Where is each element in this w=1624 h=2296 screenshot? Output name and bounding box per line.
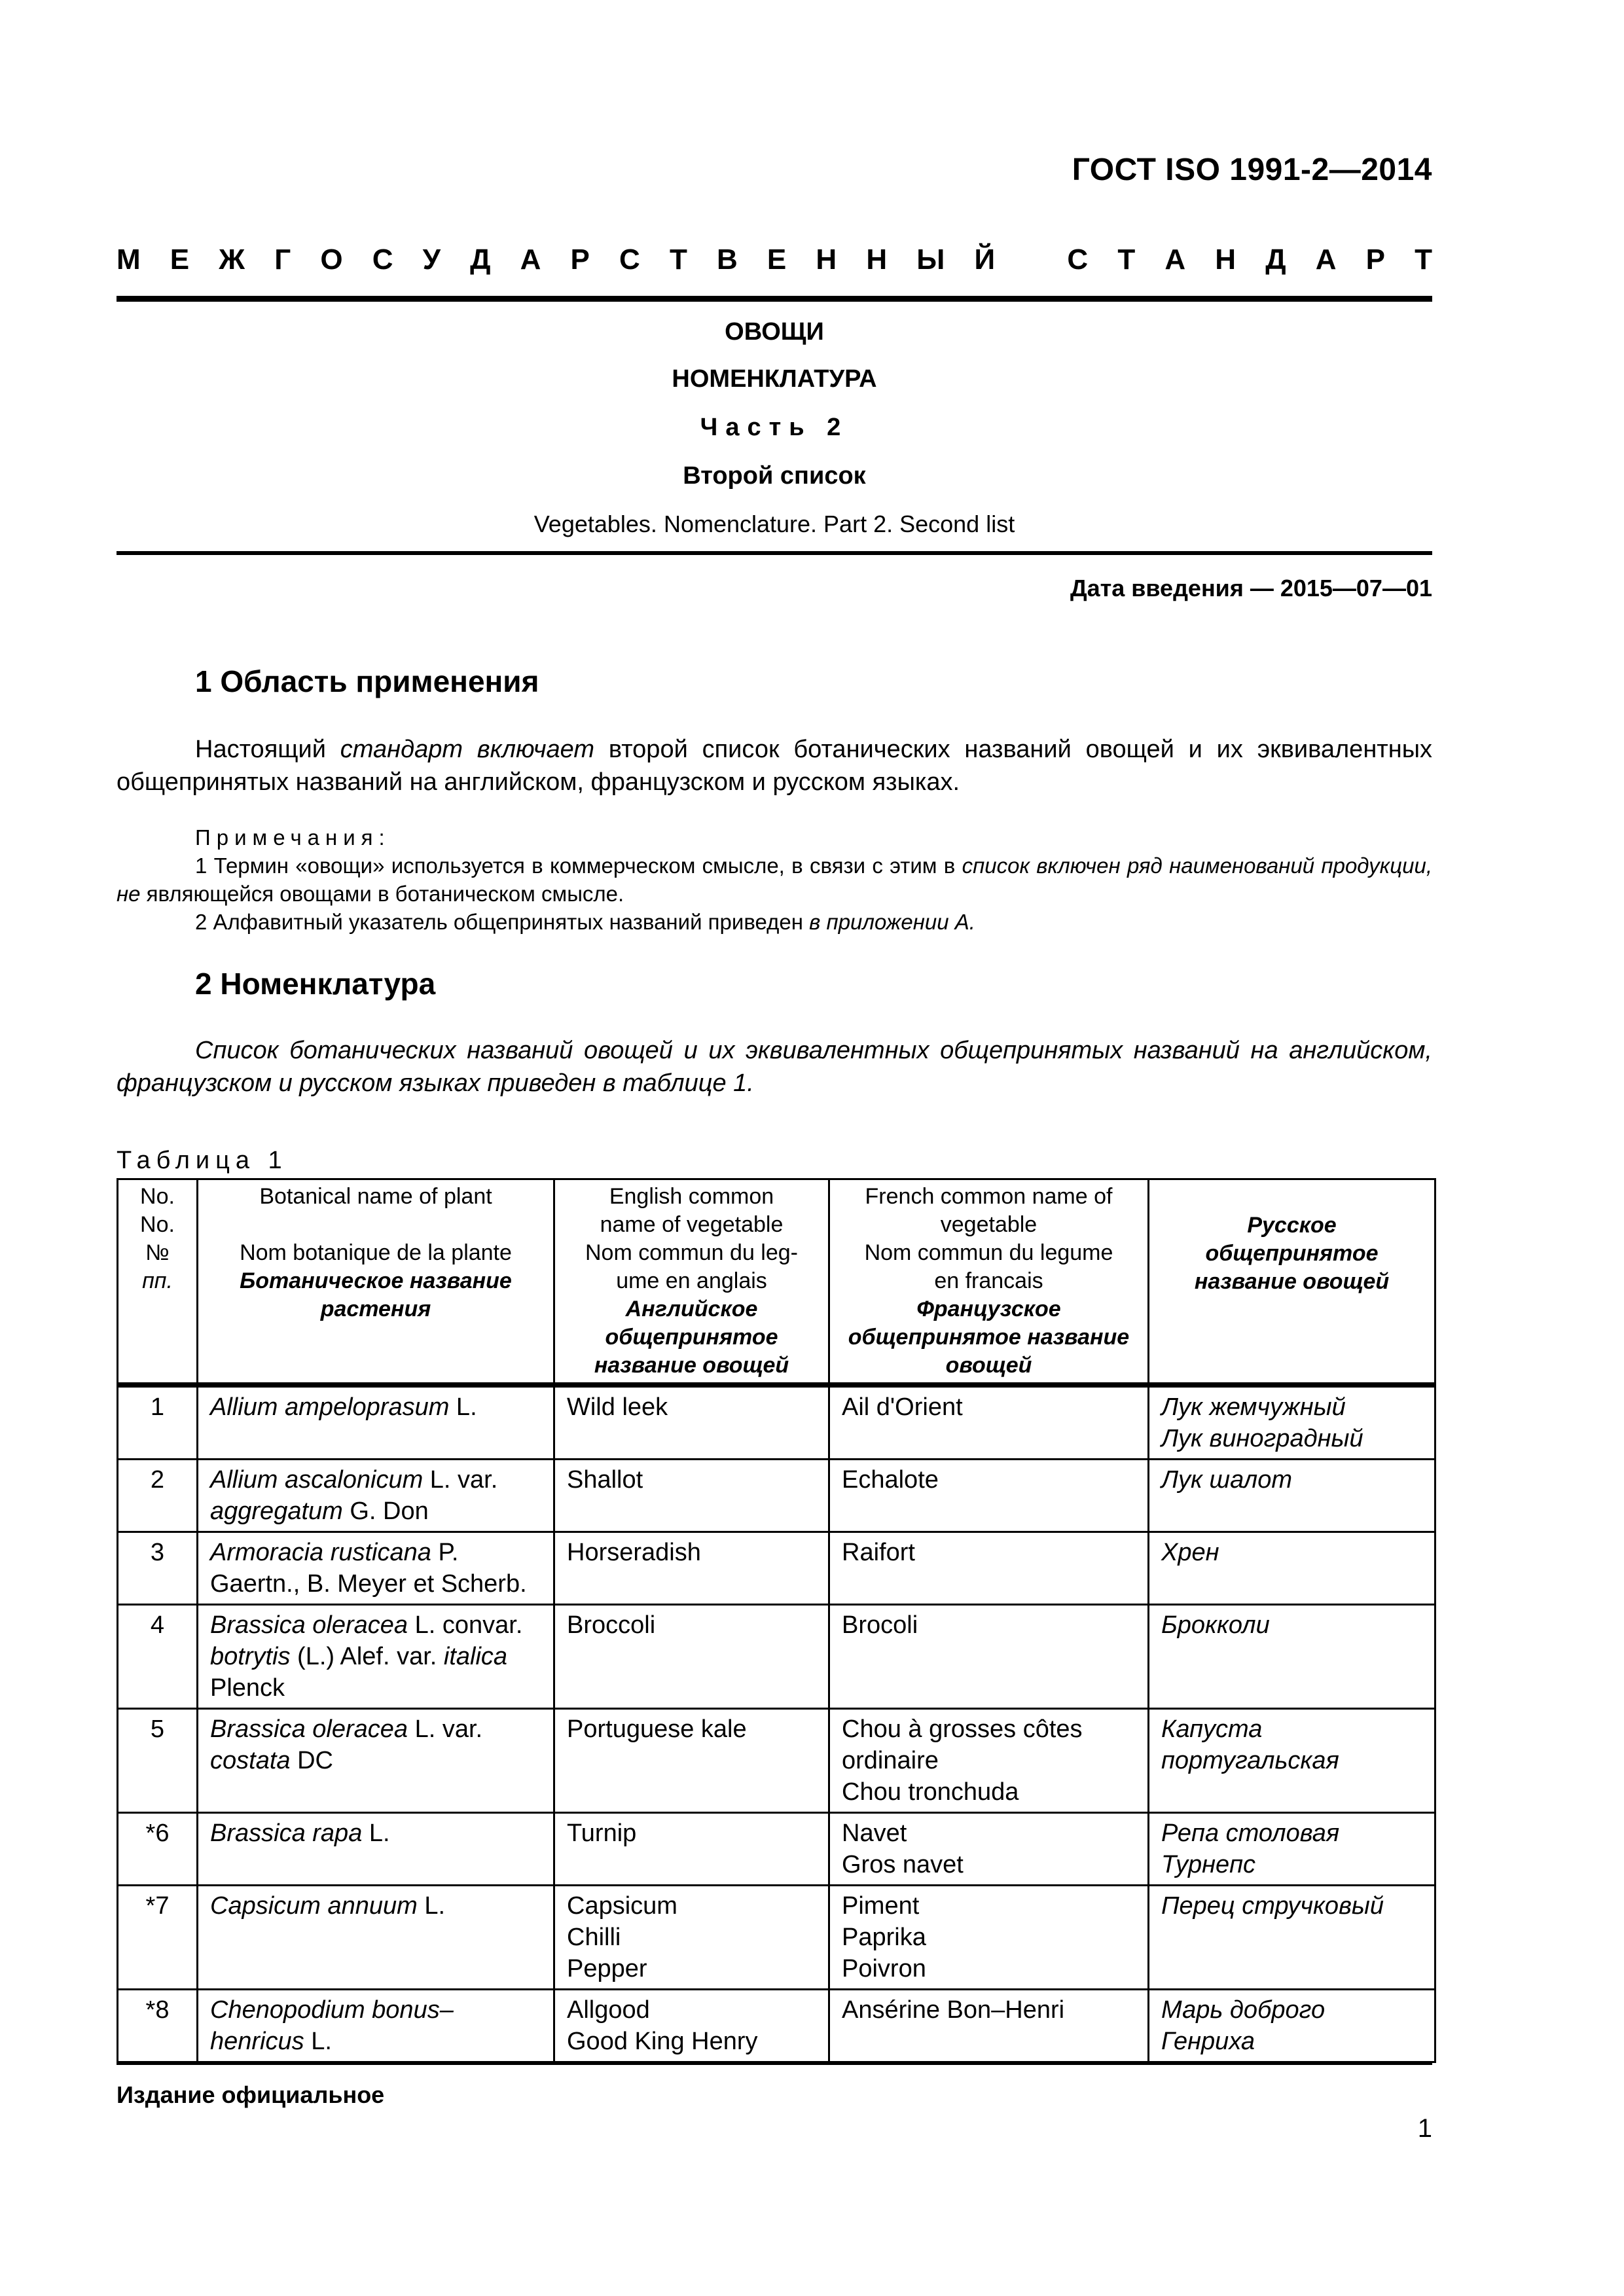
banner-letter: Е — [170, 243, 190, 276]
name-line: Horseradish — [567, 1539, 701, 1566]
row-number: *7 — [118, 1886, 198, 1990]
banner-letter: О — [320, 243, 343, 276]
botanical-name-cell — [198, 1886, 554, 1990]
botanical-name-italic: Brassica oleracea — [210, 1611, 408, 1639]
name-line: Ail d'Orient — [842, 1393, 963, 1421]
botanical-name-cell — [198, 1385, 554, 1460]
russian-name-cell — [1149, 1813, 1435, 1886]
botanical-name-text: (L.) Alef. var. — [290, 1643, 444, 1670]
banner-letter: С — [619, 243, 640, 276]
botanical-name-cell — [198, 1813, 554, 1886]
table-row — [118, 1460, 1435, 1532]
french-name-cell — [829, 1886, 1149, 1990]
notes-label: Примечания: — [195, 825, 391, 850]
english-name-cell — [554, 1709, 829, 1813]
section-1-paragraph: Настоящий стандарт включает второй список ботанических названий овощей и их эквивалентных общепринятых названий на английском, французском и русском языках. — [117, 736, 1433, 796]
title-rule — [117, 551, 1432, 555]
name-line: Турнепс — [1161, 1851, 1256, 1878]
standard-code: ГОСТ ISO 1991-2—2014 — [1072, 152, 1432, 187]
name-line: Перец стручковый — [1161, 1892, 1384, 1920]
botanical-name-cell — [198, 1460, 554, 1532]
banner-letter: А — [1164, 243, 1186, 276]
botanical-name-text: G. Don — [342, 1498, 429, 1525]
botanical-name-italic: botrytis — [210, 1643, 291, 1670]
name-line: Марь доброго Генриха — [1161, 1996, 1326, 2055]
table-caption: Таблица 1 — [117, 1147, 288, 1174]
table-row — [118, 1532, 1435, 1605]
header-botanical-name: Botanical name of plant Nom botanique de la plante Ботаническое название растения — [198, 1179, 554, 1386]
table-row — [118, 1385, 1435, 1460]
russian-name-cell — [1149, 1886, 1435, 1990]
header-english-name: English common name of vegetable Nom commun du leg- ume en anglais Английское общепринятое название овощей — [554, 1179, 829, 1386]
name-line: Gros navet — [842, 1851, 964, 1878]
botanical-name-cell — [198, 1990, 554, 2062]
banner-letter: Ж — [219, 243, 245, 276]
botanical-name-text: DC — [290, 1747, 333, 1774]
name-line: Shallot — [567, 1466, 643, 1494]
table-row — [118, 1990, 1435, 2062]
name-line: Broccoli — [567, 1611, 656, 1639]
botanical-name-italic: italica — [443, 1643, 508, 1670]
row-number: 3 — [118, 1532, 198, 1605]
banner-letter: Т — [1415, 243, 1432, 276]
banner-letter: С — [372, 243, 393, 276]
name-line: Poivron — [842, 1955, 926, 1982]
russian-name-cell — [1149, 1532, 1435, 1605]
interstate-standard-banner — [117, 243, 1432, 276]
header-rule — [117, 296, 1432, 302]
english-name-cell — [554, 1385, 829, 1460]
french-name-cell — [829, 1532, 1149, 1605]
name-line: Paprika — [842, 1924, 926, 1951]
row-number: 5 — [118, 1709, 198, 1813]
banner-letter: Н — [866, 243, 888, 276]
row-number: *8 — [118, 1990, 198, 2062]
name-line: Portuguese kale — [567, 1715, 747, 1743]
name-line: Wild leek — [567, 1393, 668, 1421]
english-name-cell — [554, 1813, 829, 1886]
banner-letter — [1024, 243, 1038, 276]
introduction-date: Дата введения — 2015—07—01 — [1070, 575, 1432, 601]
botanical-name-italic: Capsicum annuum — [210, 1892, 418, 1920]
botanical-name-italic: aggregatum — [210, 1498, 343, 1525]
name-line: Капуста португальская — [1161, 1715, 1339, 1774]
botanical-name-cell — [198, 1709, 554, 1813]
botanical-name-text: L. convar. — [408, 1611, 523, 1639]
banner-letter: М — [117, 243, 141, 276]
botanical-name-italic: Brassica oleracea — [210, 1715, 408, 1743]
banner-letter: Ы — [916, 243, 945, 276]
banner-letter: А — [520, 243, 541, 276]
french-name-cell — [829, 1605, 1149, 1709]
name-line: Echalote — [842, 1466, 939, 1494]
botanical-name-text: L. — [449, 1393, 477, 1421]
title-vegetables: ОВОЩИ — [725, 318, 824, 346]
name-line: Allgood — [567, 1996, 650, 2024]
french-name-cell — [829, 1709, 1149, 1813]
name-line: Лук жемчужный — [1161, 1393, 1346, 1421]
title-nomenclature: НОМЕНКЛАТУРА — [672, 365, 877, 393]
banner-letter: Й — [974, 243, 996, 276]
title-part: Часть 2 — [700, 414, 849, 441]
botanical-name-cell — [198, 1605, 554, 1709]
russian-name-cell — [1149, 1460, 1435, 1532]
russian-name-cell — [1149, 1990, 1435, 2062]
name-line: Turnip — [567, 1820, 637, 1847]
french-name-cell — [829, 1460, 1149, 1532]
english-name-cell — [554, 1886, 829, 1990]
row-number: 4 — [118, 1605, 198, 1709]
banner-letter: Н — [1215, 243, 1236, 276]
botanical-name-italic: Armoracia rusticana — [210, 1539, 431, 1566]
note-1: 1 Термин «овощи» используется в коммерческом смысле, в связи с этим в список включен ряд наименований продукции, не являющейся овощами в ботаническом смысле. — [117, 853, 1432, 906]
banner-letter: Д — [1265, 243, 1286, 276]
botanical-name-text: L. — [362, 1820, 390, 1847]
name-line: Raifort — [842, 1539, 915, 1566]
english-name-cell — [554, 1605, 829, 1709]
banner-letter: Т — [1117, 243, 1136, 276]
english-name-cell — [554, 1460, 829, 1532]
name-line: Брокколи — [1161, 1611, 1270, 1639]
name-line: Лук виноградный — [1161, 1425, 1363, 1452]
botanical-name-italic: Chenopodium bonus–henricus — [210, 1996, 454, 2055]
banner-letter: В — [717, 243, 738, 276]
row-number: 2 — [118, 1460, 198, 1532]
title-second-list: Второй список — [683, 462, 866, 490]
russian-name-cell — [1149, 1605, 1435, 1709]
banner-letter: С — [1067, 243, 1089, 276]
table-row — [118, 1886, 1435, 1990]
russian-name-cell — [1149, 1709, 1435, 1813]
name-line: Лук шалот — [1161, 1466, 1293, 1494]
header-russian-name: Русское общепринятое название овощей — [1149, 1179, 1435, 1386]
russian-name-cell — [1149, 1385, 1435, 1460]
name-line: Ansérine Bon–Henri — [842, 1996, 1065, 2024]
name-line: Good King Henry — [567, 2028, 758, 2055]
notes-block — [117, 823, 1432, 936]
title-english: Vegetables. Nomenclature. Part 2. Second list — [533, 511, 1015, 537]
header-french-name: French common name of vegetable Nom commun du legume en francais Французское общепринятое название овощей — [829, 1179, 1149, 1386]
name-line: Chou tronchuda — [842, 1778, 1019, 1806]
botanical-name-italic: Brassica rapa — [210, 1820, 363, 1847]
table-row — [118, 1709, 1435, 1813]
section-1-heading: 1 Область применения — [195, 664, 539, 698]
name-line: Репа столовая — [1161, 1820, 1340, 1847]
name-line: Chilli — [567, 1924, 621, 1951]
banner-letter: А — [1315, 243, 1337, 276]
name-line: Capsicum — [567, 1892, 677, 1920]
french-name-cell — [829, 1385, 1149, 1460]
row-number: 1 — [118, 1385, 198, 1460]
botanical-name-text: Plenck — [210, 1674, 285, 1702]
footer-rule — [117, 2063, 1432, 2065]
english-name-cell — [554, 1532, 829, 1605]
botanical-name-text: L. — [417, 1892, 446, 1920]
botanical-name-text: L. var. — [423, 1466, 498, 1494]
botanical-name-italic: costata — [210, 1747, 291, 1774]
botanical-name-italic: Allium ascalonicum — [210, 1466, 424, 1494]
banner-letter: У — [422, 243, 441, 276]
name-line: Хрен — [1161, 1539, 1219, 1566]
banner-letter: Е — [767, 243, 787, 276]
french-name-cell — [829, 1990, 1149, 2062]
banner-letter: Р — [1365, 243, 1385, 276]
botanical-name-text: L. var. — [408, 1715, 483, 1743]
row-number: *6 — [118, 1813, 198, 1886]
name-line: Brocoli — [842, 1611, 918, 1639]
section-2-paragraph: Список ботанических названий овощей и их эквивалентных общепринятых названий на английском, французском и русском языках приведен в таблице 1. — [117, 1037, 1432, 1097]
official-edition: Издание официальное — [117, 2081, 385, 2108]
banner-letter: Г — [274, 243, 291, 276]
name-line: Navet — [842, 1820, 907, 1847]
section-2-heading: 2 Номенклатура — [195, 967, 436, 1001]
banner-letter: Т — [669, 243, 687, 276]
nomenclature-table — [117, 1178, 1436, 2063]
note-2: 2 Алфавитный указатель общепринятых названий приведен в приложении А. — [195, 910, 975, 934]
botanical-name-italic: Allium ampeloprasum — [210, 1393, 450, 1421]
header-number: No. No. № пп. — [118, 1179, 198, 1386]
page-number: 1 — [1417, 2114, 1432, 2143]
botanical-name-text: L. — [304, 2028, 332, 2055]
name-line: Piment — [842, 1892, 920, 1920]
table-row — [118, 1813, 1435, 1886]
botanical-name-text: P. Gaertn., B. Meyer et Scherb. — [210, 1539, 527, 1598]
botanical-name-cell — [198, 1532, 554, 1605]
english-name-cell — [554, 1990, 829, 2062]
name-line: Chou à grosses côtes ordinaire — [842, 1715, 1083, 1774]
table-header-row — [118, 1179, 1435, 1386]
table-row — [118, 1605, 1435, 1709]
banner-letter: Р — [570, 243, 590, 276]
french-name-cell — [829, 1813, 1149, 1886]
banner-letter: Н — [816, 243, 837, 276]
banner-letter: Д — [470, 243, 491, 276]
name-line: Pepper — [567, 1955, 647, 1982]
